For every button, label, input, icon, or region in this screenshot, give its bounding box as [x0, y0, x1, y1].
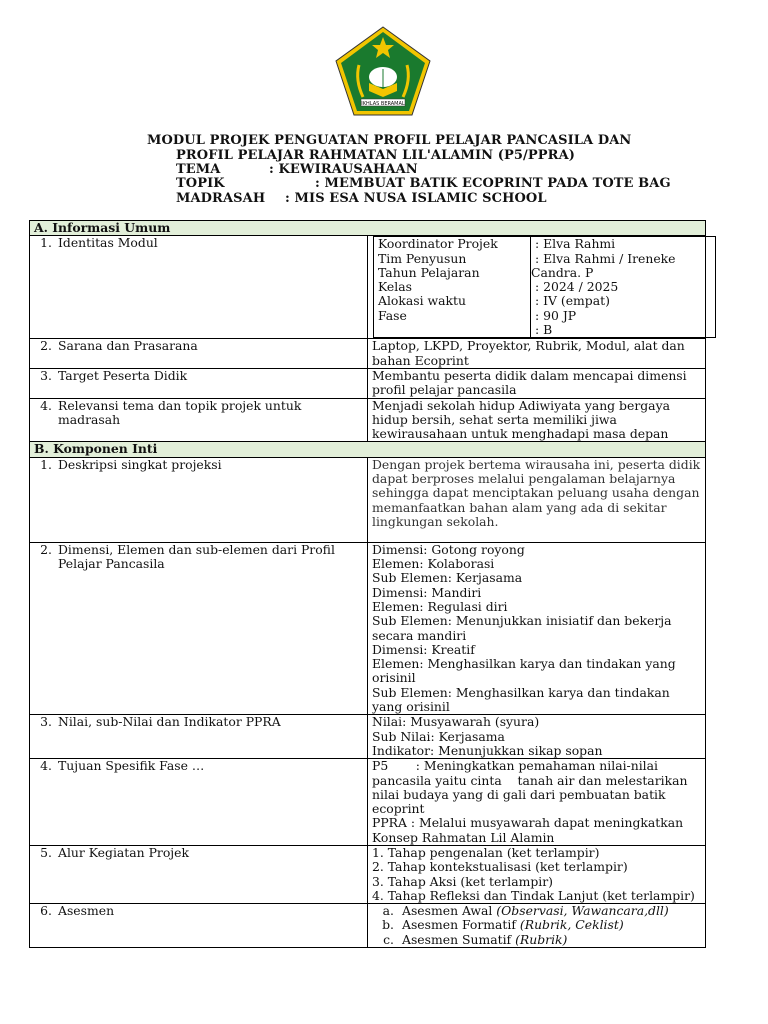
- identitas-label: Koordinator Projek: [378, 236, 498, 252]
- topik-label: TOPIK: [176, 176, 225, 191]
- table-row: [30, 457, 706, 542]
- table-row: [30, 339, 706, 369]
- row-number: 3.: [40, 367, 52, 383]
- table-row: [30, 845, 706, 903]
- module-table: [29, 220, 706, 948]
- row-value-line: Elemen: Regulasi diri: [372, 598, 508, 614]
- row-value-line: Elemen: Menghasilkan karya dan tindakan yang: [372, 656, 676, 672]
- row-label: Asesmen: [58, 903, 115, 919]
- row-value-line: Dengan projek bertema wirausaha ini, peserta didik: [372, 456, 701, 472]
- row-value-line: hidup bersih, sehat serta memiliki jiwa: [372, 411, 617, 427]
- identitas-label: Tim Penyusun: [378, 250, 467, 266]
- row-number: 5.: [40, 844, 52, 860]
- tema-label: TEMA: [176, 162, 221, 177]
- tema-value: : KEWIRAUSAHAAN: [269, 162, 418, 177]
- asesmen-text: Asesmen Sumatif: [402, 931, 516, 947]
- doc-title-line1: MODUL PROJEK PENGUATAN PROFIL PELAJAR PANCASILA DAN: [147, 133, 632, 148]
- row-number: 6.: [40, 903, 52, 919]
- row-value-line: secara mandiri: [372, 627, 467, 643]
- logo-motto: IKHLAS BERAMAL: [361, 101, 405, 107]
- row-value-line: Sub Elemen: Kerjasama: [372, 570, 523, 586]
- table-row: [30, 398, 706, 442]
- identitas-value: : B: [535, 322, 553, 338]
- row-value-line: Dimensi: Kreatif: [372, 641, 475, 657]
- row-number: 1.: [40, 235, 52, 251]
- row-value-line: memanfaatkan bahan alam yang ada di sekitar: [372, 499, 667, 515]
- identitas-table: [373, 236, 716, 338]
- list-marker: a.: [382, 903, 394, 919]
- kemenag-logo: [333, 25, 433, 117]
- row-value-line: PPRA : Melalui musyawarah dapat meningkatkan: [372, 815, 684, 831]
- row-label: Target Peserta Didik: [58, 367, 188, 383]
- row-label: Sarana dan Prasarana: [58, 338, 198, 354]
- identitas-label: Alokasi waktu: [378, 293, 466, 309]
- identitas-label: Tahun Pelajaran: [378, 264, 480, 280]
- row-value-line: 4. Tahap Refleksi dan Tindak Lanjut (ket terlampir): [372, 887, 695, 903]
- row-value-line: nilai budaya yang di gali dari pembuatan batik: [372, 786, 666, 802]
- row-value-line: Sub Elemen: Menghasilkan karya dan tindakan: [372, 684, 670, 700]
- row-value-line: ecoprint: [372, 801, 425, 817]
- row-value-line: Elemen: Kolaborasi: [372, 556, 495, 572]
- identitas-value: : Elva Rahmi / Ireneke: [535, 250, 676, 266]
- identitas-value: Candra. P: [531, 264, 594, 280]
- table-row: [30, 236, 706, 339]
- row-label: Nilai, sub-Nilai dan Indikator PPRA: [58, 714, 281, 730]
- table-row: [30, 904, 706, 948]
- identitas-value: : Elva Rahmi: [535, 236, 616, 252]
- asesmen-note: (Rubrik): [515, 931, 568, 947]
- identitas-label: Kelas: [378, 279, 412, 295]
- row-value-line: bahan Ecoprint: [372, 352, 469, 368]
- row-value-line: 3. Tahap Aksi (ket terlampir): [372, 873, 553, 889]
- row-value-line: Sub Nilai: Kerjasama: [372, 728, 505, 744]
- row-value-line: Dimensi: Gotong royong: [372, 541, 525, 557]
- identitas-value: : IV (empat): [535, 293, 610, 309]
- row-label: Deskripsi singkat projeksi: [58, 456, 222, 472]
- row-value-line: lingkungan sekolah.: [372, 513, 499, 529]
- row-number: 1.: [40, 456, 52, 472]
- row-value-line: Nilai: Musyawarah (syura): [372, 714, 540, 730]
- row-value-line: kewirausahaan untuk menghadapi masa depan: [372, 426, 669, 442]
- doc-title-line2: PROFIL PELAJAR RAHMATAN LIL'ALAMIN (P5/PPRA): [176, 148, 576, 163]
- row-label: Identitas Modul: [58, 235, 158, 251]
- asesmen-text: Asesmen Awal: [402, 903, 497, 919]
- asesmen-note: (Observasi, Wawancara,dll): [496, 903, 669, 919]
- row-value-line: P5 : Meningkatkan pemahaman nilai-nilai: [372, 758, 658, 774]
- row-value-line: 1. Tahap pengenalan (ket terlampir): [372, 844, 600, 860]
- row-value-line: Membantu peserta didik dalam mencapai dimensi: [372, 367, 687, 383]
- row-value-line: dapat berproses melalui pengalaman belajarnya: [372, 471, 676, 487]
- row-value-line: Menjadi sekolah hidup Adiwiyata yang bergaya: [372, 397, 670, 413]
- row-value-line: Konsep Rahmatan Lil Alamin: [372, 829, 555, 845]
- row-value-line: Sub Elemen: Menunjukkan inisiatif dan bekerja: [372, 613, 672, 629]
- madrasah-value: : MIS ESA NUSA ISLAMIC SCHOOL: [285, 191, 547, 206]
- section-b-header: [30, 442, 706, 457]
- row-value-line: Indikator: Menunjukkan sikap sopan: [372, 742, 603, 758]
- identitas-value: : 2024 / 2025: [535, 279, 619, 295]
- table-row: [30, 542, 706, 715]
- table-row: [30, 368, 706, 398]
- row-value-line: yang orisinil: [372, 699, 450, 715]
- row-value-line: 2. Tahap kontekstualisasi (ket terlampir): [372, 859, 628, 875]
- row-label: Relevansi tema dan topik projek untuk madrasah: [58, 397, 302, 427]
- section-a-header: [30, 221, 706, 236]
- list-marker: b.: [382, 917, 394, 933]
- row-value-line: pancasila yaitu cinta tanah air dan melestarikan: [372, 772, 688, 788]
- identitas-value: : 90 JP: [535, 307, 577, 323]
- topik-value: : MEMBUAT BATIK ECOPRINT PADA TOTE BAG: [315, 176, 671, 191]
- row-number: 2.: [40, 541, 52, 557]
- section-b-title: B. Komponen Inti: [30, 442, 706, 457]
- list-item: [372, 904, 701, 918]
- asesmen-note: (Rubrik, Ceklist): [519, 917, 624, 933]
- row-number: 3.: [40, 714, 52, 730]
- identitas-label: Fase: [378, 307, 407, 323]
- row-value-line: Laptop, LKPD, Proyektor, Rubrik, Modul, alat dan: [372, 338, 685, 354]
- row-number: 2.: [40, 338, 52, 354]
- section-a-title: A. Informasi Umum: [30, 221, 706, 236]
- asesmen-text: Asesmen Formatif: [402, 917, 520, 933]
- row-number: 4.: [40, 758, 52, 774]
- row-number: 4.: [40, 397, 52, 413]
- list-marker: c.: [383, 931, 394, 947]
- row-label: Dimensi, Elemen dan sub-elemen dari Profil Pelajar Pancasila: [58, 541, 335, 572]
- table-row: [30, 759, 706, 846]
- list-item: [372, 918, 701, 932]
- table-row: [30, 715, 706, 759]
- row-value-line: orisinil: [372, 670, 416, 686]
- row-value-line: sehingga dapat menciptakan peluang usaha dengan: [372, 485, 700, 501]
- row-value-line: Dimensi: Mandiri: [372, 584, 482, 600]
- list-item: [372, 933, 701, 947]
- row-label: Alur Kegiatan Projek: [58, 844, 189, 860]
- madrasah-label: MADRASAH: [176, 191, 266, 206]
- row-value-line: profil pelajar pancasila: [372, 382, 517, 398]
- row-label: Tujuan Spesifik Fase …: [58, 758, 205, 774]
